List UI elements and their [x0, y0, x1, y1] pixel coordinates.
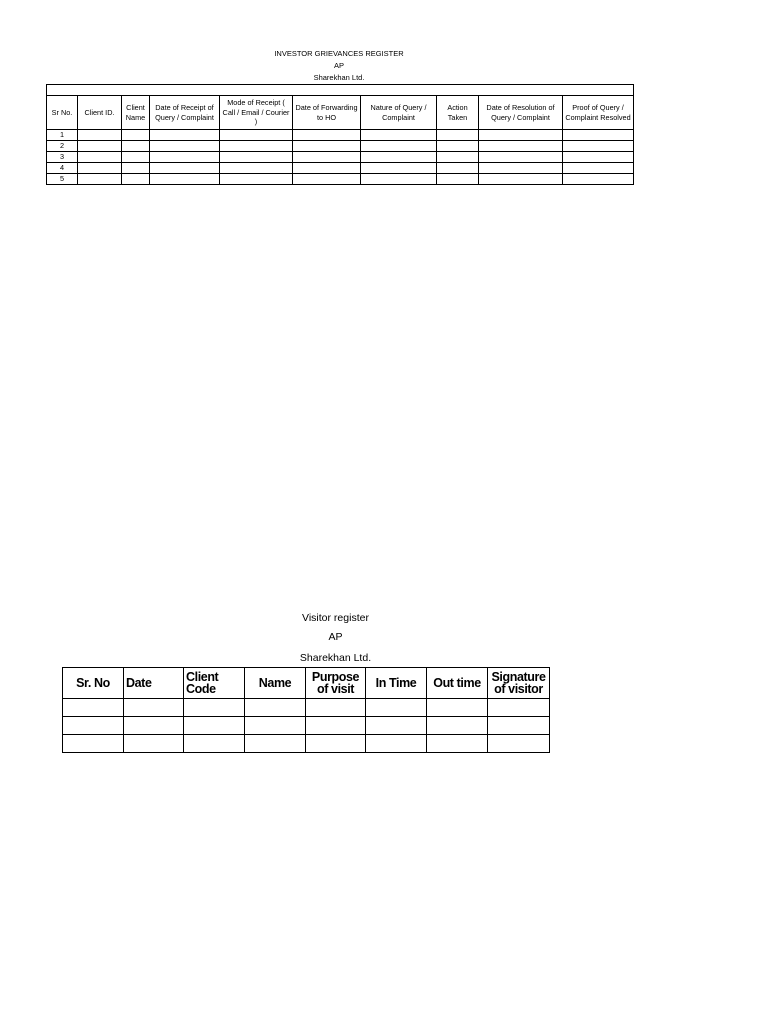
table-cell[interactable]: [150, 152, 220, 163]
table-cell[interactable]: [306, 735, 366, 753]
table-cell[interactable]: [488, 735, 550, 753]
column-header: Sr. No: [63, 668, 124, 699]
blank-cell: [47, 85, 634, 96]
column-header: Action Taken: [437, 96, 479, 130]
table-cell[interactable]: [437, 141, 479, 152]
table-row: [47, 152, 634, 163]
table-cell[interactable]: [479, 152, 563, 163]
table-row: [47, 163, 634, 174]
investor-register-title: INVESTOR GRIEVANCES REGISTER: [274, 49, 404, 58]
table-cell[interactable]: [366, 717, 427, 735]
table-cell[interactable]: [124, 699, 184, 717]
table-cell[interactable]: [437, 130, 479, 141]
row-number: 3: [47, 152, 78, 163]
table-header-row: [63, 668, 550, 699]
table-cell[interactable]: [293, 130, 361, 141]
table-cell[interactable]: [78, 174, 122, 185]
table-row: [47, 130, 634, 141]
table-cell[interactable]: [437, 152, 479, 163]
row-number: 2: [47, 141, 78, 152]
table-cell[interactable]: [78, 141, 122, 152]
table-row: [47, 174, 634, 185]
table-cell[interactable]: [488, 699, 550, 717]
column-header: Client Code: [184, 668, 245, 699]
table-cell[interactable]: [220, 174, 293, 185]
table-cell[interactable]: [479, 163, 563, 174]
visitor-register-subtitle: AP: [328, 631, 343, 643]
investor-register-subtitle: AP: [333, 61, 344, 70]
row-number: 4: [47, 163, 78, 174]
investor-grievances-table: [46, 84, 634, 185]
table-cell[interactable]: [563, 141, 634, 152]
table-cell[interactable]: [293, 152, 361, 163]
table-cell[interactable]: [245, 717, 306, 735]
table-cell[interactable]: [220, 152, 293, 163]
table-cell[interactable]: [150, 141, 220, 152]
table-cell[interactable]: [124, 717, 184, 735]
table-cell[interactable]: [563, 163, 634, 174]
table-blank-row: [47, 85, 634, 96]
table-cell[interactable]: [479, 130, 563, 141]
table-cell[interactable]: [293, 174, 361, 185]
table-cell[interactable]: [78, 163, 122, 174]
visitor-register-table: [62, 667, 550, 753]
table-row: [47, 141, 634, 152]
table-cell[interactable]: [124, 735, 184, 753]
table-cell[interactable]: [220, 130, 293, 141]
table-cell[interactable]: [361, 163, 437, 174]
column-header: Nature of Query / Complaint: [361, 96, 437, 130]
table-cell[interactable]: [306, 717, 366, 735]
column-header: Client Name: [122, 96, 150, 130]
row-number: 5: [47, 174, 78, 185]
table-cell[interactable]: [150, 174, 220, 185]
column-header: Mode of Receipt ( Call / Email / Courier ): [220, 96, 293, 130]
table-cell[interactable]: [427, 717, 488, 735]
table-cell[interactable]: [488, 717, 550, 735]
column-header: In Time: [366, 668, 427, 699]
table-cell[interactable]: [184, 735, 245, 753]
table-cell[interactable]: [184, 699, 245, 717]
table-cell[interactable]: [63, 735, 124, 753]
table-cell[interactable]: [427, 699, 488, 717]
table-cell[interactable]: [63, 699, 124, 717]
table-cell[interactable]: [361, 152, 437, 163]
column-header: Proof of Query / Complaint Resolved: [563, 96, 634, 130]
table-cell[interactable]: [220, 163, 293, 174]
table-cell[interactable]: [366, 735, 427, 753]
table-cell[interactable]: [78, 130, 122, 141]
column-header: Name: [245, 668, 306, 699]
table-row: [63, 699, 550, 717]
table-cell[interactable]: [122, 141, 150, 152]
visitor-register-title: Visitor register: [302, 612, 369, 624]
column-header: Date of Receipt of Query / Complaint: [150, 96, 220, 130]
table-cell[interactable]: [563, 152, 634, 163]
table-row: [63, 717, 550, 735]
table-cell[interactable]: [563, 174, 634, 185]
table-cell[interactable]: [78, 152, 122, 163]
table-row: [63, 735, 550, 753]
table-cell[interactable]: [122, 163, 150, 174]
column-header: Out time: [427, 668, 488, 699]
table-cell[interactable]: [427, 735, 488, 753]
table-cell[interactable]: [366, 699, 427, 717]
table-cell[interactable]: [437, 174, 479, 185]
table-cell[interactable]: [563, 130, 634, 141]
column-header: Date of Resolution of Query / Complaint: [479, 96, 563, 130]
column-header: Date: [124, 668, 184, 699]
table-cell[interactable]: [220, 141, 293, 152]
column-header: Client ID.: [78, 96, 122, 130]
table-cell[interactable]: [437, 163, 479, 174]
table-cell[interactable]: [184, 717, 245, 735]
table-cell[interactable]: [306, 699, 366, 717]
column-header: Date of Forwarding to HO: [293, 96, 361, 130]
table-cell[interactable]: [245, 735, 306, 753]
table-cell[interactable]: [361, 174, 437, 185]
table-cell[interactable]: [122, 130, 150, 141]
table-header-row: [47, 96, 634, 130]
column-header: Sr No.: [47, 96, 78, 130]
table-cell[interactable]: [293, 141, 361, 152]
table-cell[interactable]: [479, 141, 563, 152]
table-cell[interactable]: [150, 163, 220, 174]
table-cell[interactable]: [245, 699, 306, 717]
row-number: 1: [47, 130, 78, 141]
table-cell[interactable]: [479, 174, 563, 185]
table-cell[interactable]: [122, 152, 150, 163]
table-cell[interactable]: [361, 130, 437, 141]
column-header: Signature of visitor: [488, 668, 550, 699]
table-cell[interactable]: [122, 174, 150, 185]
column-header: Purpose of visit: [306, 668, 366, 699]
investor-register-company: Sharekhan Ltd.: [313, 73, 365, 82]
table-cell[interactable]: [361, 141, 437, 152]
table-cell[interactable]: [293, 163, 361, 174]
table-cell[interactable]: [63, 717, 124, 735]
visitor-register-company: Sharekhan Ltd.: [299, 652, 372, 664]
table-cell[interactable]: [150, 130, 220, 141]
